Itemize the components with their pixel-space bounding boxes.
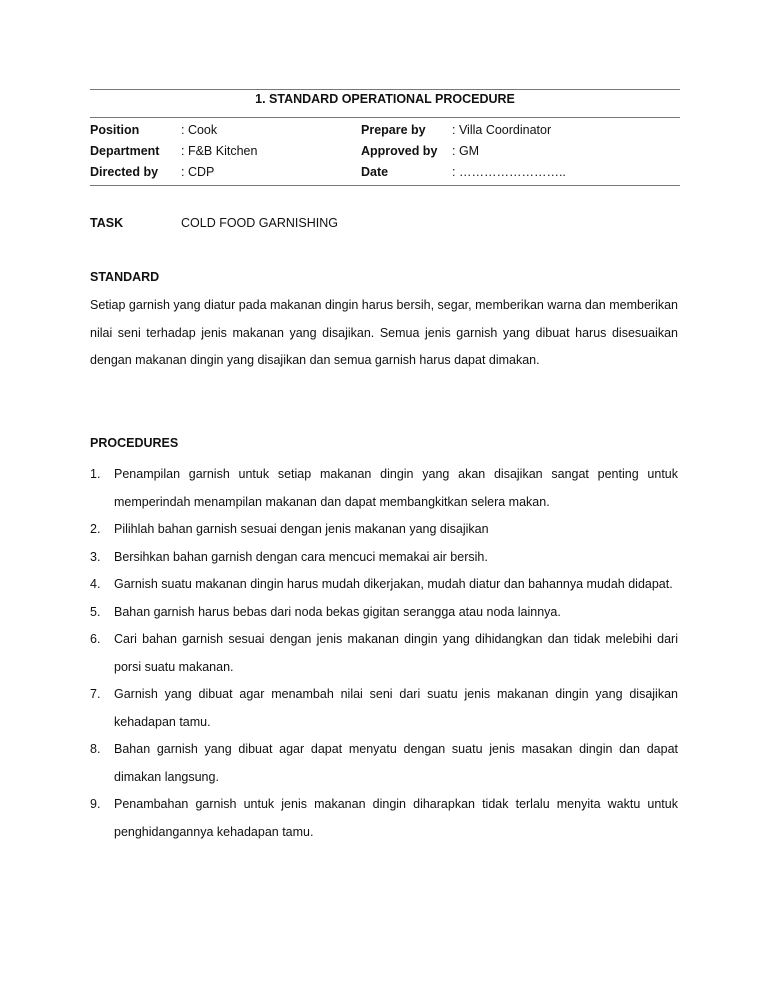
list-item bbox=[90, 791, 678, 846]
item-text: Garnish suatu makanan dingin harus mudah dikerjakan, mudah diatur dan bahannya mudah didapat. bbox=[114, 577, 673, 591]
item-number: 2. bbox=[90, 522, 101, 536]
item-text: Pilihlah bahan garnish sesuai dengan jenis makanan yang disajikan bbox=[114, 522, 489, 536]
list-item bbox=[90, 516, 678, 544]
list-item bbox=[90, 736, 678, 791]
task-value: COLD FOOD GARNISHING bbox=[181, 216, 338, 230]
list-item bbox=[90, 626, 678, 681]
item-number: 4. bbox=[90, 577, 101, 591]
item-text: Cari bahan garnish sesuai dengan jenis makanan dingin yang dihidangkan dan tidak melebihi dari porsi suatu makanan. bbox=[114, 632, 678, 674]
position-label: Position bbox=[90, 123, 140, 137]
date-value: : …………………….. bbox=[452, 165, 566, 179]
procedures-list bbox=[90, 461, 678, 846]
item-text: Bersihkan bahan garnish dengan cara mencuci memakai air bersih. bbox=[114, 549, 488, 564]
department-label: Department bbox=[90, 144, 160, 158]
title-rule bbox=[90, 117, 680, 118]
directed-label: Directed by bbox=[90, 165, 159, 179]
item-text: Bahan garnish harus bebas dari noda bekas gigitan serangga atau noda lainnya. bbox=[114, 604, 561, 619]
item-text: Penampilan garnish untuk setiap makanan dingin yang akan disajikan sangat penting untuk memperindah menampilan makanan dan dapat membangkitkan selera makan. bbox=[114, 467, 678, 509]
item-number: 6. bbox=[90, 632, 101, 646]
item-text: Garnish yang dibuat agar menambah nilai seni dari suatu jenis makanan dingin yang disajikan kehadapan tamu. bbox=[114, 687, 678, 729]
item-number: 1. bbox=[90, 467, 101, 481]
list-item bbox=[90, 544, 678, 572]
document-title: 1. STANDARD OPERATIONAL PROCEDURE bbox=[255, 92, 515, 106]
item-number: 3. bbox=[90, 549, 101, 564]
meta-rule bbox=[90, 185, 680, 186]
procedures-heading: PROCEDURES bbox=[90, 436, 179, 450]
task-label: TASK bbox=[90, 216, 124, 230]
top-rule bbox=[90, 89, 680, 90]
prepare-value: : Villa Coordinator bbox=[452, 123, 552, 137]
position-value: : Cook bbox=[181, 123, 218, 137]
list-item bbox=[90, 681, 678, 736]
standard-text: Setiap garnish yang diatur pada makanan dingin harus bersih, segar, memberikan warna dan memberikan nilai seni terhadap jenis makanan yang disajikan. Semua jenis garnish yang dibuat harus disesuaikan dengan makanan dingin yang disajikan dan semua garnish harus dapat dimakan. bbox=[90, 298, 678, 367]
meta-row-2 bbox=[90, 144, 680, 164]
task-row bbox=[90, 216, 680, 236]
directed-value: : CDP bbox=[181, 165, 215, 179]
item-text: Penambahan garnish untuk jenis makanan dingin diharapkan tidak terlalu menyita waktu untuk penghidangannya kehadapan tamu. bbox=[114, 797, 678, 839]
item-number: 5. bbox=[90, 604, 101, 619]
list-item bbox=[90, 571, 678, 599]
item-text: Bahan garnish yang dibuat agar dapat menyatu dengan suatu jenis masakan dingin dan dapat dimakan langsung. bbox=[114, 742, 678, 784]
approved-value: : GM bbox=[452, 144, 480, 158]
list-item bbox=[90, 599, 678, 627]
meta-row-1 bbox=[90, 123, 680, 143]
list-item bbox=[90, 461, 678, 516]
approved-label: Approved by bbox=[361, 144, 438, 158]
department-value: : F&B Kitchen bbox=[181, 144, 258, 158]
meta-row-3 bbox=[90, 165, 680, 185]
item-number: 9. bbox=[90, 797, 101, 811]
item-number: 8. bbox=[90, 742, 101, 756]
date-label: Date bbox=[361, 165, 389, 179]
prepare-label: Prepare by bbox=[361, 123, 426, 137]
item-number: 7. bbox=[90, 687, 101, 701]
standard-heading: STANDARD bbox=[90, 270, 160, 284]
